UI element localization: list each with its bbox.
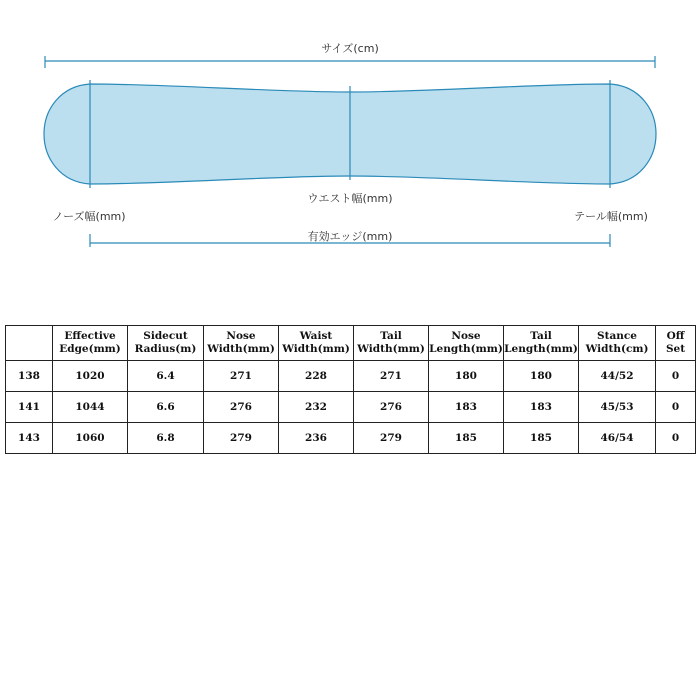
cell-sidecut-radius: 6.4 — [128, 361, 204, 392]
cell-tail-length: 183 — [504, 392, 579, 423]
cell-tail-width: 279 — [354, 423, 429, 454]
waist-label: ウエスト幅(mm) — [307, 192, 393, 205]
cell-effective-edge: 1044 — [53, 392, 128, 423]
cell-tail-length: 180 — [504, 361, 579, 392]
cell-sidecut-radius: 6.8 — [128, 423, 204, 454]
cell-tail-length: 185 — [504, 423, 579, 454]
cell-sidecut-radius: 6.6 — [128, 392, 204, 423]
cell-nose-length: 180 — [429, 361, 504, 392]
cell-size: 141 — [6, 392, 53, 423]
header-nose-width: Nose Width(mm) — [204, 326, 279, 361]
cell-size: 143 — [6, 423, 53, 454]
cell-stance-width: 44/52 — [579, 361, 656, 392]
cell-nose-width: 279 — [204, 423, 279, 454]
header-effective-edge: Effective Edge(mm) — [53, 326, 128, 361]
header-offset: Off Set — [656, 326, 696, 361]
header-nose-length: Nose Length(mm) — [429, 326, 504, 361]
cell-offset: 0 — [656, 423, 696, 454]
cell-nose-width: 271 — [204, 361, 279, 392]
cell-waist-width: 228 — [279, 361, 354, 392]
spec-table — [5, 325, 696, 454]
nose-label: ノーズ幅(mm) — [52, 210, 126, 223]
cell-tail-width: 271 — [354, 361, 429, 392]
cell-size: 138 — [6, 361, 53, 392]
cell-nose-length: 185 — [429, 423, 504, 454]
cell-nose-length: 183 — [429, 392, 504, 423]
table-row — [6, 361, 696, 392]
size-label: サイズ(cm) — [321, 42, 379, 55]
cell-offset: 0 — [656, 392, 696, 423]
cell-nose-width: 276 — [204, 392, 279, 423]
edge-label: 有効エッジ(mm) — [307, 230, 393, 243]
cell-effective-edge: 1060 — [53, 423, 128, 454]
size-dimension — [45, 56, 655, 68]
tail-label: テール幅(mm) — [574, 210, 648, 223]
cell-stance-width: 46/54 — [579, 423, 656, 454]
table-row — [6, 392, 696, 423]
cell-effective-edge: 1020 — [53, 361, 128, 392]
cell-waist-width: 232 — [279, 392, 354, 423]
header-tail-length: Tail Length(mm) — [504, 326, 579, 361]
cell-offset: 0 — [656, 361, 696, 392]
cell-waist-width: 236 — [279, 423, 354, 454]
table-header-row — [6, 326, 696, 361]
snowboard-diagram — [0, 0, 700, 260]
cell-stance-width: 45/53 — [579, 392, 656, 423]
header-sidecut-radius: Sidecut Radius(m) — [128, 326, 204, 361]
header-size — [6, 326, 53, 361]
header-waist-width: Waist Width(mm) — [279, 326, 354, 361]
cell-tail-width: 276 — [354, 392, 429, 423]
header-stance-width: Stance Width(cm) — [579, 326, 656, 361]
header-tail-width: Tail Width(mm) — [354, 326, 429, 361]
table-row — [6, 423, 696, 454]
